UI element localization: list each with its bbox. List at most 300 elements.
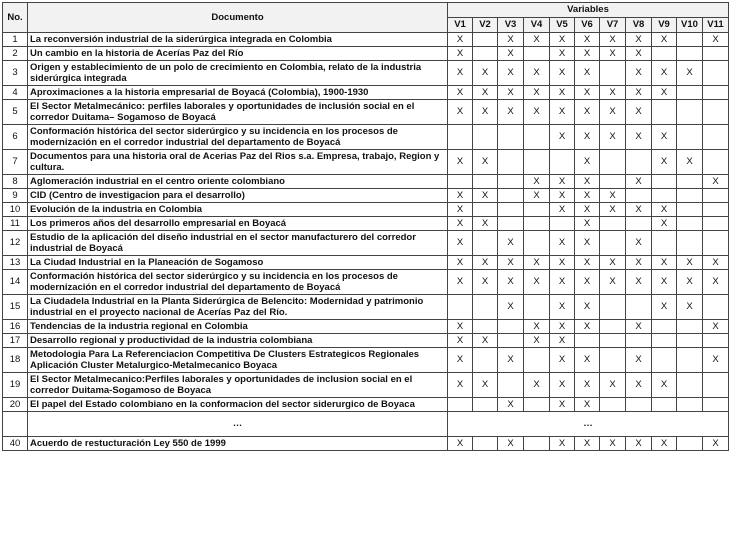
variable-mark-cell: X <box>524 189 550 203</box>
variable-mark-cell <box>677 334 703 348</box>
variable-mark-cell <box>524 295 550 320</box>
row-number: 19 <box>3 373 28 398</box>
table-row <box>3 47 729 61</box>
variable-mark-cell: X <box>575 175 600 189</box>
variable-mark-cell: X <box>703 33 729 47</box>
variable-mark-cell: X <box>677 150 703 175</box>
variable-mark-cell: X <box>473 86 498 100</box>
variable-mark-cell <box>600 348 626 373</box>
table-row <box>3 295 729 320</box>
variable-mark-cell <box>703 373 729 398</box>
variable-mark-cell: X <box>498 33 524 47</box>
variable-mark-cell <box>677 100 703 125</box>
header-variables: Variables <box>448 3 729 18</box>
variable-mark-cell: X <box>703 270 729 295</box>
variable-mark-cell: X <box>677 270 703 295</box>
variable-mark-cell: X <box>652 217 677 231</box>
variable-mark-cell <box>448 398 473 412</box>
variable-mark-cell: X <box>703 175 729 189</box>
row-number: 3 <box>3 61 28 86</box>
variable-mark-cell: X <box>575 189 600 203</box>
variable-mark-cell <box>703 398 729 412</box>
table-row <box>3 175 729 189</box>
variable-mark-cell: X <box>575 295 600 320</box>
variable-mark-cell: X <box>677 61 703 86</box>
variable-mark-cell: X <box>575 256 600 270</box>
document-title: Conformación histórica del sector siderúrgico y su incidencia en los procesos de modernización en el corredor industrial del departamento de Boyacá <box>28 270 448 295</box>
row-number: 5 <box>3 100 28 125</box>
variable-mark-cell: X <box>575 217 600 231</box>
variable-mark-cell: X <box>448 231 473 256</box>
table-row <box>3 437 729 451</box>
row-number: 16 <box>3 320 28 334</box>
table-row <box>3 320 729 334</box>
document-variables-table <box>2 2 729 451</box>
variable-mark-cell: X <box>550 437 575 451</box>
header-var-v3: V3 <box>498 18 524 33</box>
variable-mark-cell: X <box>550 373 575 398</box>
variable-mark-cell: X <box>626 61 652 86</box>
variable-mark-cell: X <box>626 256 652 270</box>
document-title: Aglomeración industrial en el centro oriente colombiano <box>28 175 448 189</box>
variable-mark-cell: X <box>575 231 600 256</box>
variable-mark-cell: X <box>524 320 550 334</box>
document-title: La Ciudad Industrial en la Planeación de Sogamoso <box>28 256 448 270</box>
variable-mark-cell <box>575 334 600 348</box>
variable-mark-cell <box>473 33 498 47</box>
row-number: 40 <box>3 437 28 451</box>
variable-mark-cell: X <box>524 334 550 348</box>
variable-mark-cell: X <box>600 86 626 100</box>
variable-mark-cell: X <box>448 33 473 47</box>
variable-mark-cell: X <box>550 47 575 61</box>
variable-mark-cell <box>498 189 524 203</box>
variable-mark-cell <box>652 175 677 189</box>
row-number <box>3 412 28 437</box>
document-title: La reconversión industrial de la siderúrgica integrada en Colombia <box>28 33 448 47</box>
variable-mark-cell: X <box>600 270 626 295</box>
variable-mark-cell <box>703 295 729 320</box>
table-row <box>3 33 729 47</box>
header-var-v11: V11 <box>703 18 729 33</box>
variable-mark-cell: X <box>550 295 575 320</box>
row-number: 12 <box>3 231 28 256</box>
variable-mark-cell: X <box>473 373 498 398</box>
row-number: 10 <box>3 203 28 217</box>
variable-mark-cell: X <box>473 217 498 231</box>
variable-mark-cell: X <box>498 47 524 61</box>
variable-mark-cell: X <box>550 33 575 47</box>
header-var-v8: V8 <box>626 18 652 33</box>
variable-mark-cell: X <box>524 33 550 47</box>
variable-mark-cell: X <box>626 33 652 47</box>
variable-mark-cell: X <box>448 217 473 231</box>
variable-mark-cell: X <box>473 150 498 175</box>
document-title: Tendencias de la industria regional en Colombia <box>28 320 448 334</box>
header-var-v6: V6 <box>575 18 600 33</box>
table-body <box>3 33 729 451</box>
variable-mark-cell: X <box>677 295 703 320</box>
variable-mark-cell <box>524 125 550 150</box>
variable-mark-cell <box>703 150 729 175</box>
variable-mark-cell <box>600 217 626 231</box>
variable-mark-cell: X <box>498 270 524 295</box>
variable-mark-cell <box>652 100 677 125</box>
variable-mark-cell: X <box>652 270 677 295</box>
variable-mark-cell: X <box>448 373 473 398</box>
variable-mark-cell: X <box>448 270 473 295</box>
variable-mark-cell: X <box>473 256 498 270</box>
variable-mark-cell: X <box>575 348 600 373</box>
document-title: … <box>28 412 448 437</box>
variable-mark-cell: X <box>448 203 473 217</box>
variable-mark-cell <box>703 100 729 125</box>
table-row <box>3 61 729 86</box>
variable-mark-cell: X <box>703 348 729 373</box>
document-title: Origen y establecimiento de un polo de crecimiento en Colombia, relato de la industria siderúrgica integrada <box>28 61 448 86</box>
variable-mark-cell: X <box>703 256 729 270</box>
variable-mark-cell: X <box>575 61 600 86</box>
variable-mark-cell: X <box>677 256 703 270</box>
variable-mark-cell: X <box>550 231 575 256</box>
variable-mark-cell: X <box>626 270 652 295</box>
variable-mark-cell: X <box>473 100 498 125</box>
header-var-v7: V7 <box>600 18 626 33</box>
variable-mark-cell <box>677 189 703 203</box>
header-var-v2: V2 <box>473 18 498 33</box>
variable-mark-cell <box>677 217 703 231</box>
row-number: 15 <box>3 295 28 320</box>
variable-mark-cell <box>677 175 703 189</box>
variable-mark-cell: X <box>575 437 600 451</box>
variable-mark-cell: X <box>575 150 600 175</box>
document-title: Los primeros años del desarrollo empresarial en Boyacá <box>28 217 448 231</box>
header-var-v1: V1 <box>448 18 473 33</box>
variable-mark-cell: X <box>524 86 550 100</box>
variable-mark-cell <box>677 231 703 256</box>
variable-mark-cell <box>524 217 550 231</box>
variable-mark-cell <box>626 217 652 231</box>
header-no: No. <box>3 3 28 33</box>
variable-mark-cell: X <box>575 33 600 47</box>
variable-mark-cell: X <box>498 231 524 256</box>
variable-mark-cell: X <box>498 100 524 125</box>
variable-mark-cell: X <box>575 125 600 150</box>
variable-mark-cell <box>703 231 729 256</box>
table-row <box>3 86 729 100</box>
variable-mark-cell <box>498 203 524 217</box>
variable-mark-cell <box>473 125 498 150</box>
variable-mark-cell <box>677 203 703 217</box>
variable-mark-cell: X <box>498 437 524 451</box>
variable-mark-cell <box>652 47 677 61</box>
variable-mark-cell <box>703 61 729 86</box>
table-row <box>3 348 729 373</box>
variable-mark-cell <box>550 150 575 175</box>
variable-mark-cell <box>626 334 652 348</box>
variable-mark-cell: X <box>575 398 600 412</box>
document-title: El papel del Estado colombiano en la conformacion del sector siderurgico de Boyaca <box>28 398 448 412</box>
variable-mark-cell <box>600 334 626 348</box>
variable-mark-cell: X <box>448 334 473 348</box>
variable-mark-cell <box>677 47 703 61</box>
variable-mark-cell: X <box>448 256 473 270</box>
table-row <box>3 373 729 398</box>
document-title: Acuerdo de restucturación Ley 550 de 1999 <box>28 437 448 451</box>
variable-mark-cell: X <box>524 61 550 86</box>
variable-mark-cell <box>652 348 677 373</box>
variable-mark-cell: X <box>626 175 652 189</box>
variable-mark-cell <box>652 189 677 203</box>
variable-mark-cell <box>703 334 729 348</box>
variable-mark-cell: X <box>473 61 498 86</box>
variable-mark-cell <box>524 47 550 61</box>
variable-mark-cell <box>498 334 524 348</box>
variable-mark-cell <box>703 47 729 61</box>
row-number: 2 <box>3 47 28 61</box>
table-row <box>3 398 729 412</box>
variable-mark-cell: X <box>626 348 652 373</box>
variable-mark-cell <box>652 231 677 256</box>
row-number: 11 <box>3 217 28 231</box>
variable-mark-cell: X <box>550 348 575 373</box>
variable-mark-cell: X <box>626 125 652 150</box>
document-title: Aproximaciones a la historia empresarial de Boyacá (Colombia), 1900-1930 <box>28 86 448 100</box>
table-row <box>3 256 729 270</box>
variable-mark-cell <box>524 348 550 373</box>
variable-mark-cell: X <box>626 47 652 61</box>
variable-mark-cell <box>498 175 524 189</box>
row-number: 8 <box>3 175 28 189</box>
variable-mark-cell: X <box>652 33 677 47</box>
variable-mark-cell: X <box>550 270 575 295</box>
variable-mark-cell <box>473 175 498 189</box>
row-number: 7 <box>3 150 28 175</box>
document-title: Desarrollo regional y productividad de la industria colombiana <box>28 334 448 348</box>
row-number: 18 <box>3 348 28 373</box>
variables-ellipsis: … <box>448 412 729 437</box>
header-documento: Documento <box>28 3 448 33</box>
document-title: Metodologia Para La Referenciacion Competitiva De Clusters Estrategicos Regionales Aplicación Cluster Metalurgico-Metalmecanico Boyaca <box>28 348 448 373</box>
row-number: 13 <box>3 256 28 270</box>
row-number: 9 <box>3 189 28 203</box>
variable-mark-cell: X <box>550 256 575 270</box>
variable-mark-cell: X <box>550 320 575 334</box>
variable-mark-cell <box>473 47 498 61</box>
variable-mark-cell: X <box>652 203 677 217</box>
variable-mark-cell <box>677 398 703 412</box>
variable-mark-cell <box>473 231 498 256</box>
variable-mark-cell <box>600 398 626 412</box>
variable-mark-cell <box>677 348 703 373</box>
variable-mark-cell: X <box>703 437 729 451</box>
variable-mark-cell <box>524 150 550 175</box>
variable-mark-cell: X <box>550 189 575 203</box>
variable-mark-cell <box>703 86 729 100</box>
variable-mark-cell: X <box>652 86 677 100</box>
variable-mark-cell: X <box>600 33 626 47</box>
variable-mark-cell: X <box>550 86 575 100</box>
document-title: Documentos para una historia oral de Acerias Paz del Rios s.a. Empresa, trabajo, Region y cultura. <box>28 150 448 175</box>
variable-mark-cell: X <box>473 334 498 348</box>
table-row <box>3 125 729 150</box>
variable-mark-cell: X <box>626 437 652 451</box>
variable-mark-cell <box>600 150 626 175</box>
header-var-v5: V5 <box>550 18 575 33</box>
variable-mark-cell <box>677 33 703 47</box>
row-number: 4 <box>3 86 28 100</box>
variable-mark-cell: X <box>626 373 652 398</box>
table-row <box>3 150 729 175</box>
variable-mark-cell: X <box>448 348 473 373</box>
document-title: Evolución de la industria en Colombia <box>28 203 448 217</box>
variable-mark-cell: X <box>575 320 600 334</box>
variable-mark-cell: X <box>600 373 626 398</box>
table-row <box>3 203 729 217</box>
document-title: CID (Centro de investigacion para el desarrollo) <box>28 189 448 203</box>
variable-mark-cell: X <box>498 348 524 373</box>
variable-mark-cell: X <box>575 270 600 295</box>
variable-mark-cell: X <box>473 189 498 203</box>
row-number: 17 <box>3 334 28 348</box>
variable-mark-cell <box>473 348 498 373</box>
variable-mark-cell <box>703 217 729 231</box>
variable-mark-cell: X <box>550 100 575 125</box>
variable-mark-cell: X <box>448 150 473 175</box>
variable-mark-cell <box>448 175 473 189</box>
variable-mark-cell <box>498 320 524 334</box>
variable-mark-cell: X <box>626 86 652 100</box>
variable-mark-cell: X <box>652 295 677 320</box>
variable-mark-cell: X <box>550 125 575 150</box>
variable-mark-cell: X <box>524 100 550 125</box>
variable-mark-cell <box>652 320 677 334</box>
row-number: 14 <box>3 270 28 295</box>
variable-mark-cell <box>626 150 652 175</box>
variable-mark-cell: X <box>524 256 550 270</box>
variable-mark-cell <box>600 231 626 256</box>
variable-mark-cell: X <box>448 437 473 451</box>
document-title: El Sector Metalmecánico: perfiles laborales y oportunidades de inclusión social en el corredor Duitama– Sogamoso de Boyacá <box>28 100 448 125</box>
variable-mark-cell <box>677 320 703 334</box>
variable-mark-cell <box>626 189 652 203</box>
variable-mark-cell: X <box>524 270 550 295</box>
variable-mark-cell: X <box>626 100 652 125</box>
variable-mark-cell <box>524 398 550 412</box>
variable-mark-cell: X <box>652 437 677 451</box>
document-title: Estudio de la aplicación del diseño industrial en el sector manufacturero del corredor industrial de Boyacá <box>28 231 448 256</box>
variable-mark-cell <box>473 398 498 412</box>
table-row <box>3 189 729 203</box>
variable-mark-cell <box>677 125 703 150</box>
variable-mark-cell: X <box>448 61 473 86</box>
variable-mark-cell <box>498 125 524 150</box>
variable-mark-cell: X <box>448 189 473 203</box>
variable-mark-cell <box>448 125 473 150</box>
variable-mark-cell: X <box>626 320 652 334</box>
variable-mark-cell: X <box>524 373 550 398</box>
variable-mark-cell: X <box>448 47 473 61</box>
row-number: 20 <box>3 398 28 412</box>
variable-mark-cell <box>703 189 729 203</box>
variable-mark-cell <box>652 398 677 412</box>
table-row <box>3 270 729 295</box>
header-var-v9: V9 <box>652 18 677 33</box>
variable-mark-cell: X <box>626 231 652 256</box>
variable-mark-cell: X <box>524 175 550 189</box>
variable-mark-cell <box>498 150 524 175</box>
variable-mark-cell: X <box>498 295 524 320</box>
variable-mark-cell: X <box>550 175 575 189</box>
variable-mark-cell: X <box>448 86 473 100</box>
table-row <box>3 231 729 256</box>
variable-mark-cell <box>703 125 729 150</box>
variable-mark-cell: X <box>498 86 524 100</box>
variable-mark-cell <box>498 373 524 398</box>
variable-mark-cell: X <box>448 320 473 334</box>
variable-mark-cell: X <box>448 100 473 125</box>
variable-mark-cell <box>600 61 626 86</box>
variable-mark-cell: X <box>626 203 652 217</box>
variable-mark-cell <box>498 217 524 231</box>
row-number: 1 <box>3 33 28 47</box>
variable-mark-cell <box>677 373 703 398</box>
document-title: Conformación histórica del sector siderúrgico y su incidencia en los procesos de modernización en el corredor industrial del departamento de Boyacá <box>28 125 448 150</box>
variable-mark-cell <box>677 437 703 451</box>
variable-mark-cell <box>626 295 652 320</box>
variable-mark-cell: X <box>575 86 600 100</box>
variable-mark-cell: X <box>600 203 626 217</box>
variable-mark-cell: X <box>600 256 626 270</box>
variable-mark-cell: X <box>652 256 677 270</box>
document-title: Un cambio en la historia de Acerías Paz del Río <box>28 47 448 61</box>
table-row <box>3 100 729 125</box>
variable-mark-cell: X <box>550 334 575 348</box>
variable-mark-cell <box>703 203 729 217</box>
variable-mark-cell <box>473 203 498 217</box>
table-row <box>3 334 729 348</box>
variable-mark-cell <box>473 320 498 334</box>
variable-mark-cell: X <box>600 437 626 451</box>
variable-mark-cell: X <box>550 398 575 412</box>
document-title: El Sector Metalmecanico:Perfiles laborales y oportunidades de inclusion social en el corredor Duitama-Sogamoso de Boyaca <box>28 373 448 398</box>
variable-mark-cell <box>473 295 498 320</box>
variable-mark-cell: X <box>575 373 600 398</box>
variable-mark-cell: X <box>600 100 626 125</box>
variable-mark-cell: X <box>652 61 677 86</box>
variable-mark-cell <box>652 334 677 348</box>
header-var-v10: V10 <box>677 18 703 33</box>
variable-mark-cell: X <box>703 320 729 334</box>
variable-mark-cell: X <box>498 398 524 412</box>
document-title: La Ciudadela Industrial en la Planta Siderúrgica de Belencito: Modernidad y patrimonio industrial en el proyecto nacional de Acerías Paz del Río. <box>28 295 448 320</box>
variable-mark-cell <box>524 231 550 256</box>
variable-mark-cell: X <box>550 203 575 217</box>
header-var-v4: V4 <box>524 18 550 33</box>
row-number: 6 <box>3 125 28 150</box>
table-row <box>3 412 729 437</box>
table-row <box>3 217 729 231</box>
variable-mark-cell: X <box>550 61 575 86</box>
variable-mark-cell: X <box>652 125 677 150</box>
variable-mark-cell: X <box>600 189 626 203</box>
variable-mark-cell <box>626 398 652 412</box>
variable-mark-cell: X <box>652 373 677 398</box>
variable-mark-cell <box>524 437 550 451</box>
variable-mark-cell: X <box>498 61 524 86</box>
variable-mark-cell <box>448 295 473 320</box>
variable-mark-cell <box>524 203 550 217</box>
